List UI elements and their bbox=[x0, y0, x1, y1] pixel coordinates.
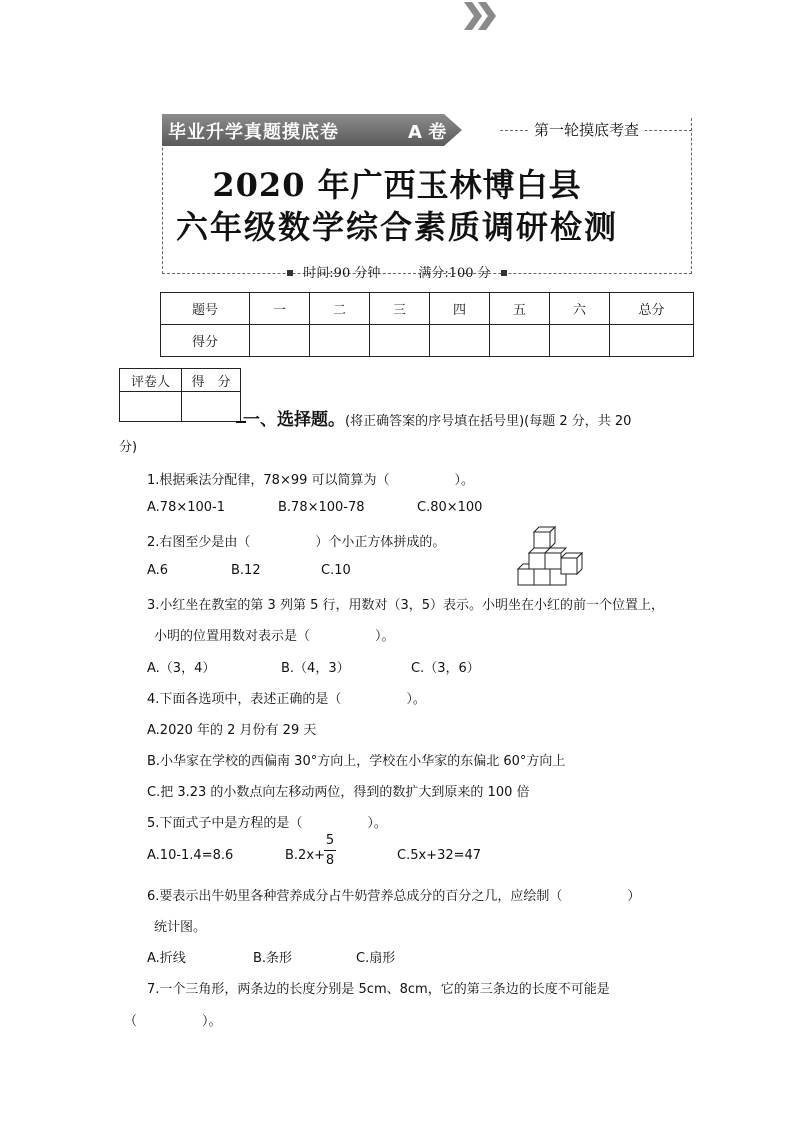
option-4b: B.小华家在学校的西偏南 30°方向上，学校在小华家的东偏北 60°方向上 bbox=[147, 754, 566, 769]
question-4: 4.下面各选项中，表述正确的是（ ）。 bbox=[147, 692, 426, 707]
table-cell: 得分 bbox=[161, 325, 250, 357]
page-subtitle: 六年级数学综合素质调研检测 bbox=[175, 208, 618, 246]
question-2: 2.右图至少是由（ ）个小正方体拼成的。 bbox=[147, 535, 446, 550]
table-cell: 四 bbox=[430, 293, 490, 325]
option-6b: B.条形 bbox=[253, 951, 293, 966]
page-title: 2020 年广西玉林博白县 bbox=[212, 166, 582, 204]
question-6-cont: 统计图。 bbox=[154, 920, 207, 935]
cube-face bbox=[534, 569, 550, 585]
table-row bbox=[120, 369, 241, 392]
option-2a: A.6 bbox=[147, 563, 169, 578]
question-7-cont: （ ）。 bbox=[124, 1014, 222, 1029]
question-1: 1.根据乘法分配律，78×99 可以简算为（ ）。 bbox=[147, 473, 475, 488]
exam-info bbox=[0, 262, 794, 281]
score-cell[interactable] bbox=[430, 325, 490, 357]
table-row bbox=[161, 293, 694, 325]
fraction-numerator: 5 bbox=[325, 833, 335, 848]
question-3: 3.小红坐在教室的第 3 列第 5 行，用数对（3，5）表示。小明坐在小红的前一个位置上， bbox=[147, 598, 665, 613]
table-cell: 五 bbox=[490, 293, 550, 325]
option-6a: A.折线 bbox=[147, 951, 186, 966]
option-4a: A.2020 年的 2 月份有 29 天 bbox=[147, 723, 317, 738]
section-title: 一、选择题。 bbox=[243, 410, 345, 430]
cube-face bbox=[534, 532, 550, 548]
reviewer-label: 评卷人 bbox=[120, 369, 182, 392]
fraction-denominator: 8 bbox=[325, 853, 335, 868]
table-row bbox=[120, 392, 241, 422]
option-1c: C.80×100 bbox=[417, 500, 483, 515]
score-cell[interactable] bbox=[490, 325, 550, 357]
table-cell: 三 bbox=[370, 293, 430, 325]
cube-face bbox=[561, 558, 577, 574]
option-1a: A.78×100-1 bbox=[147, 500, 226, 515]
banner-label: 毕业升学真题摸底卷 bbox=[168, 122, 339, 143]
option-3b: B.（4，3） bbox=[281, 661, 350, 676]
question-7: 7.一个三角形，两条边的长度分别是 5cm、8cm，它的第三条边的长度不可能是 bbox=[147, 982, 610, 997]
square-bullet-icon bbox=[287, 270, 293, 276]
question-5: 5.下面式子中是方程的是（ ）。 bbox=[147, 816, 387, 831]
option-4c: C.把 3.23 的小数点向左移动两位，得到的数扩大到原来的 100 倍 bbox=[147, 785, 530, 800]
exam-banner bbox=[162, 114, 462, 146]
option-6c: C.扇形 bbox=[356, 951, 396, 966]
section-score-cell[interactable] bbox=[182, 392, 241, 422]
cube-face bbox=[518, 569, 534, 585]
table-cell: 二 bbox=[310, 293, 370, 325]
option-3a: A.（3，4） bbox=[147, 661, 216, 676]
round-tag: 第一轮摸底考查 bbox=[528, 119, 645, 140]
chevron-icon bbox=[464, 2, 482, 30]
exam-full-score: 满分:100 分 bbox=[418, 266, 491, 281]
reviewer-cell[interactable] bbox=[120, 392, 182, 422]
option-2c: C.10 bbox=[321, 563, 351, 578]
exam-time: 时间:90 分钟 bbox=[303, 266, 381, 281]
score-table bbox=[160, 292, 694, 357]
score-cell[interactable] bbox=[610, 325, 694, 357]
fraction-bar bbox=[324, 850, 336, 851]
table-cell: 六 bbox=[550, 293, 610, 325]
section-note-tail: 分) bbox=[119, 440, 138, 455]
option-5a: A.10-1.4=8.6 bbox=[147, 848, 234, 863]
score-cell[interactable] bbox=[370, 325, 430, 357]
table-row bbox=[161, 325, 694, 357]
question-6: 6.要表示出牛奶里各种营养成分占牛奶营养总成分的百分之几，应绘制（ ） bbox=[147, 889, 641, 904]
question-3-cont: 小明的位置用数对表示是（ ）。 bbox=[154, 629, 395, 644]
option-1b: B.78×100-78 bbox=[278, 500, 365, 515]
table-cell: 一 bbox=[250, 293, 310, 325]
section-note: (将正确答案的序号填在括号里)(每题 2 分，共 20 bbox=[345, 414, 632, 429]
score-label: 得 分 bbox=[182, 369, 241, 392]
section-heading bbox=[243, 405, 631, 430]
score-cell[interactable] bbox=[550, 325, 610, 357]
cube-face bbox=[529, 553, 545, 569]
score-cell[interactable] bbox=[250, 325, 310, 357]
grader-box bbox=[119, 368, 241, 422]
table-cell: 总分 bbox=[610, 293, 694, 325]
banner-tag: A 卷 bbox=[408, 122, 447, 143]
option-5c: C.5x+32=47 bbox=[397, 848, 482, 863]
cube-face bbox=[545, 553, 561, 569]
fraction bbox=[324, 833, 336, 868]
option-5b: B.2x+ bbox=[285, 848, 325, 863]
option-2b: B.12 bbox=[231, 563, 261, 578]
option-3c: C.（3，6） bbox=[411, 661, 480, 676]
table-cell: 题号 bbox=[161, 293, 250, 325]
cube-stack-figure bbox=[517, 522, 583, 588]
score-cell[interactable] bbox=[310, 325, 370, 357]
square-bullet-icon bbox=[501, 270, 507, 276]
